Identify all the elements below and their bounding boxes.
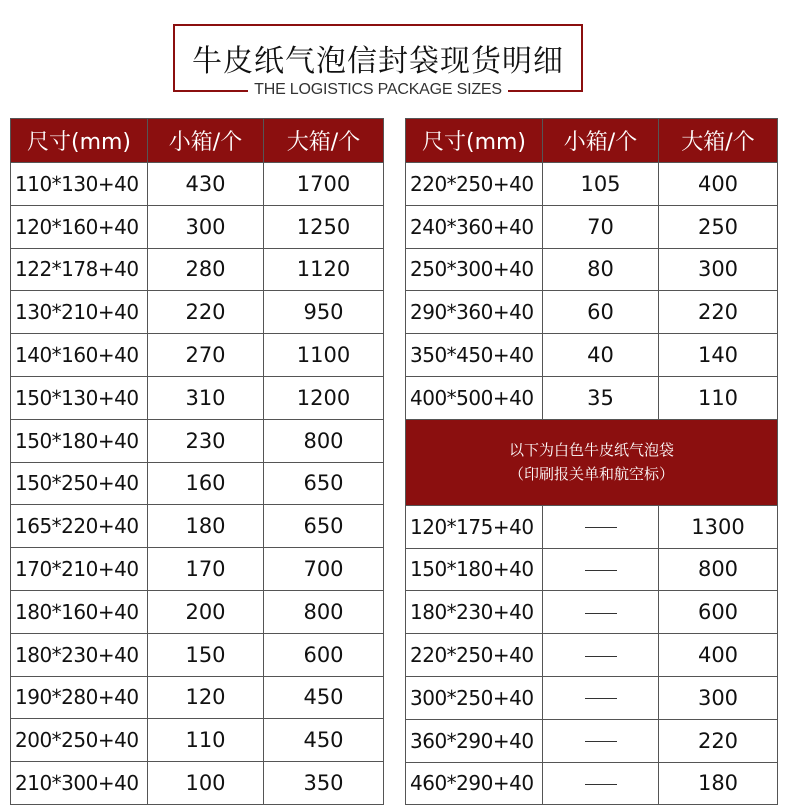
large-box-cell: 1120 (264, 248, 384, 291)
size-cell: 210*300+40 (11, 762, 148, 805)
note-line-2: （印刷报关单和航空标） (508, 465, 674, 484)
table-row (406, 634, 778, 677)
large-box-cell: 650 (264, 462, 384, 505)
size-cell: 150*130+40 (11, 376, 148, 419)
large-box-cell: 950 (264, 291, 384, 334)
size-cell: 250*300+40 (406, 248, 543, 291)
dash-mark (585, 613, 617, 614)
dash-mark (585, 527, 617, 528)
table-row (406, 291, 778, 334)
large-box-cell: 400 (659, 163, 778, 206)
table-row (11, 633, 384, 676)
small-box-cell: 170 (148, 548, 264, 591)
large-box-cell: 1700 (264, 163, 384, 206)
left-table-body (11, 163, 384, 805)
small-box-cell: 150 (148, 633, 264, 676)
column-header-small-box: 小箱/个 (148, 119, 264, 163)
subtitle-row (173, 79, 583, 101)
table-row (406, 505, 778, 548)
large-box-cell: 400 (659, 634, 778, 677)
small-box-cell (543, 505, 659, 548)
large-box-cell: 300 (659, 676, 778, 719)
size-cell: 180*230+40 (11, 633, 148, 676)
size-cell: 170*210+40 (11, 548, 148, 591)
size-cell: 110*130+40 (11, 163, 148, 206)
size-cell: 150*250+40 (11, 462, 148, 505)
small-box-cell: 310 (148, 376, 264, 419)
table-row (11, 462, 384, 505)
large-box-cell: 1300 (659, 505, 778, 548)
large-box-cell: 1250 (264, 205, 384, 248)
large-box-cell: 800 (264, 590, 384, 633)
large-box-cell: 300 (659, 248, 778, 291)
table-row (406, 548, 778, 591)
table-row (11, 719, 384, 762)
size-cell: 120*175+40 (406, 505, 543, 548)
table-row (406, 376, 778, 419)
large-box-cell: 800 (264, 419, 384, 462)
large-box-cell: 180 (659, 762, 778, 805)
left-header-row (11, 119, 384, 163)
large-box-cell: 600 (264, 633, 384, 676)
table-row (11, 548, 384, 591)
table-row (11, 376, 384, 419)
table-row (406, 205, 778, 248)
column-header-large-box: 大箱/个 (659, 119, 778, 163)
small-box-cell: 100 (148, 762, 264, 805)
small-box-cell: 160 (148, 462, 264, 505)
large-box-cell: 700 (264, 548, 384, 591)
large-box-cell: 1100 (264, 334, 384, 377)
large-box-cell: 110 (659, 376, 778, 419)
small-box-cell: 200 (148, 590, 264, 633)
small-box-cell: 230 (148, 419, 264, 462)
size-cell: 140*160+40 (11, 334, 148, 377)
size-cell: 150*180+40 (11, 419, 148, 462)
large-box-cell: 450 (264, 676, 384, 719)
column-header-large-box: 大箱/个 (264, 119, 384, 163)
size-cell: 300*250+40 (406, 676, 543, 719)
size-cell: 220*250+40 (406, 163, 543, 206)
size-cell: 180*160+40 (11, 590, 148, 633)
large-box-cell: 1200 (264, 376, 384, 419)
dash-mark (585, 570, 617, 571)
large-box-cell: 250 (659, 205, 778, 248)
small-box-cell: 80 (543, 248, 659, 291)
large-box-cell: 140 (659, 334, 778, 377)
small-box-cell (543, 548, 659, 591)
white-section-note-row (406, 419, 778, 505)
table-row (11, 762, 384, 805)
table-row (406, 334, 778, 377)
small-box-cell: 300 (148, 205, 264, 248)
dash-mark (585, 698, 617, 699)
table-row (406, 762, 778, 805)
table-row (11, 291, 384, 334)
small-box-cell (543, 591, 659, 634)
column-header-small-box: 小箱/个 (543, 119, 659, 163)
note-line-1: 以下为白色牛皮纸气泡袋 (508, 441, 674, 460)
size-cell: 400*500+40 (406, 376, 543, 419)
small-box-cell (543, 762, 659, 805)
dash-mark (585, 784, 617, 785)
white-table-body (406, 505, 778, 805)
right-table-body (406, 163, 778, 420)
size-cell: 150*180+40 (406, 548, 543, 591)
column-header-size: 尺寸(mm) (11, 119, 148, 163)
small-box-cell: 110 (148, 719, 264, 762)
left-size-table (10, 118, 384, 805)
small-box-cell: 40 (543, 334, 659, 377)
small-box-cell (543, 676, 659, 719)
page-subtitle: THE LOGISTICS PACKAGE SIZES (248, 81, 508, 99)
size-cell: 240*360+40 (406, 205, 543, 248)
small-box-cell (543, 634, 659, 677)
size-cell: 200*250+40 (11, 719, 148, 762)
small-box-cell: 120 (148, 676, 264, 719)
large-box-cell: 220 (659, 291, 778, 334)
small-box-cell: 60 (543, 291, 659, 334)
size-cell: 290*360+40 (406, 291, 543, 334)
table-row (11, 248, 384, 291)
size-cell: 460*290+40 (406, 762, 543, 805)
table-row (406, 591, 778, 634)
table-row (406, 163, 778, 206)
large-box-cell: 600 (659, 591, 778, 634)
table-row (406, 676, 778, 719)
size-cell: 350*450+40 (406, 334, 543, 377)
column-header-size: 尺寸(mm) (406, 119, 543, 163)
white-section-note (406, 419, 778, 505)
size-cell: 130*210+40 (11, 291, 148, 334)
page-title: 牛皮纸气泡信封袋现货明细 (192, 44, 564, 79)
large-box-cell: 350 (264, 762, 384, 805)
small-box-cell: 430 (148, 163, 264, 206)
table-row (11, 676, 384, 719)
small-box-cell: 70 (543, 205, 659, 248)
right-header-row (406, 119, 778, 163)
table-row (11, 334, 384, 377)
small-box-cell: 270 (148, 334, 264, 377)
large-box-cell: 800 (659, 548, 778, 591)
small-box-cell: 105 (543, 163, 659, 206)
size-cell: 220*250+40 (406, 634, 543, 677)
small-box-cell (543, 719, 659, 762)
table-row (406, 248, 778, 291)
size-cell: 360*290+40 (406, 719, 543, 762)
size-cell: 120*160+40 (11, 205, 148, 248)
large-box-cell: 650 (264, 505, 384, 548)
size-cell: 190*280+40 (11, 676, 148, 719)
table-row (11, 163, 384, 206)
small-box-cell: 180 (148, 505, 264, 548)
table-row (11, 590, 384, 633)
small-box-cell: 220 (148, 291, 264, 334)
table-row (406, 719, 778, 762)
table-row (11, 419, 384, 462)
dash-mark (585, 741, 617, 742)
size-cell: 122*178+40 (11, 248, 148, 291)
size-cell: 180*230+40 (406, 591, 543, 634)
small-box-cell: 280 (148, 248, 264, 291)
size-cell: 165*220+40 (11, 505, 148, 548)
small-box-cell: 35 (543, 376, 659, 419)
large-box-cell: 450 (264, 719, 384, 762)
right-size-table (405, 118, 778, 805)
table-row (11, 205, 384, 248)
large-box-cell: 220 (659, 719, 778, 762)
dash-mark (585, 656, 617, 657)
table-row (11, 505, 384, 548)
